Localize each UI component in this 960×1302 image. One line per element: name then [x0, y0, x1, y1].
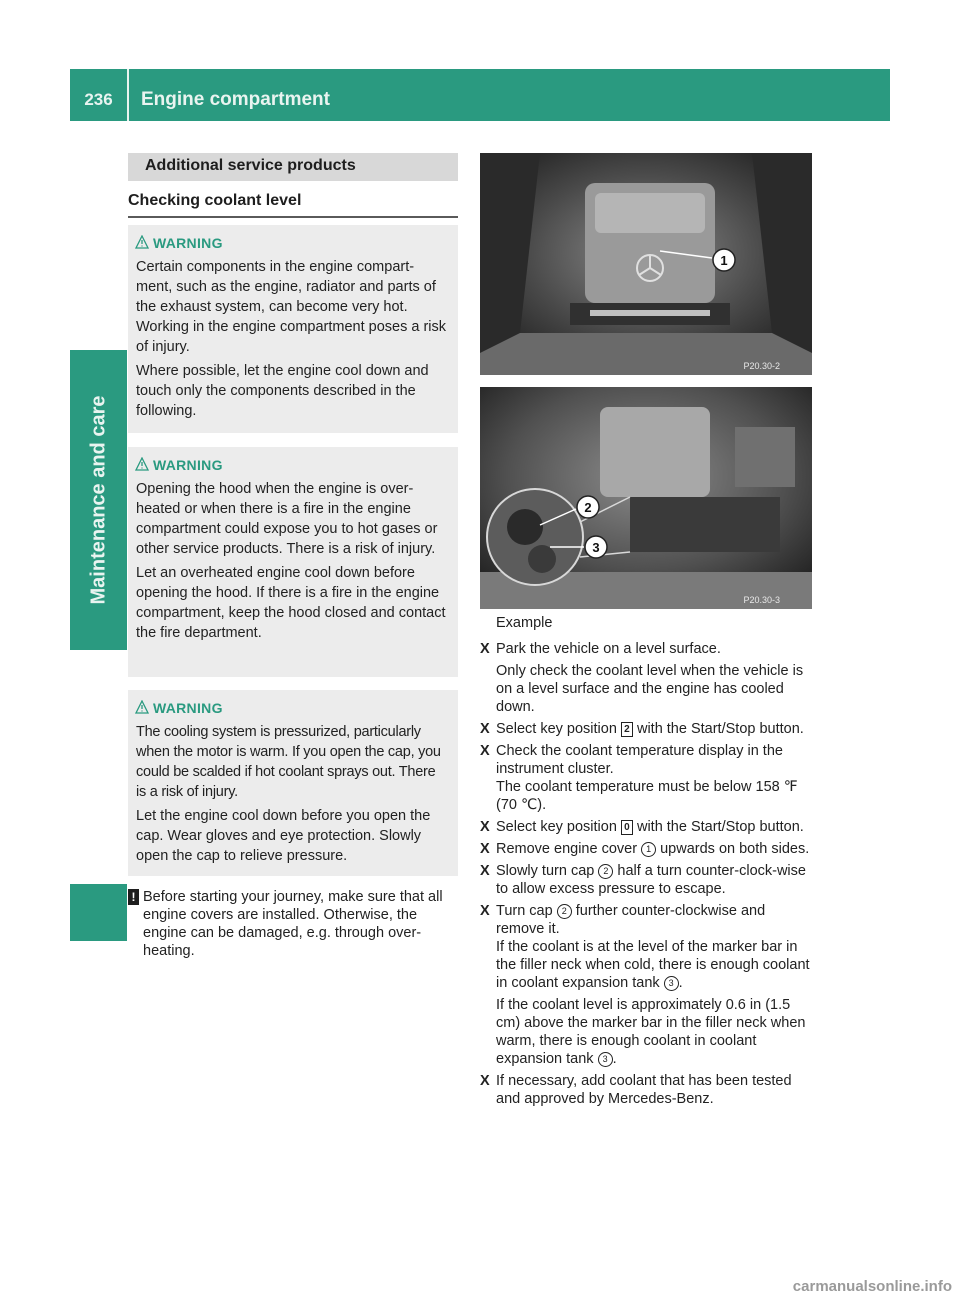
callout-ref-icon: 3	[664, 976, 679, 991]
instruction-step	[480, 742, 814, 814]
callout-ref-icon: 2	[557, 904, 572, 919]
step-text: Park the vehicle on a level surface.	[496, 641, 721, 657]
warning-box	[128, 225, 458, 433]
chapter-tab-label: Maintenance and care	[87, 395, 110, 605]
engine-photo-coolant-tank	[480, 387, 812, 609]
instruction-step	[480, 818, 814, 836]
warning-text: Let the engine cool down before you open the cap. Wear gloves and eye protection. Slowly open the cap to relieve pressure.	[136, 808, 431, 864]
warning-triangle-icon	[135, 700, 149, 714]
svg-text:P20.30-3: P20.30-3	[743, 595, 780, 605]
warning-title	[136, 233, 449, 253]
warning-title-text: WARNING	[153, 457, 223, 473]
step-note: The coolant temperature must be below 158 ℉ (70 ℃).	[496, 779, 798, 813]
notice-block	[128, 888, 460, 960]
instruction-step	[480, 1072, 814, 1108]
warning-title	[136, 455, 449, 475]
step-text: Check the coolant temperature display in the instrument cluster.	[496, 743, 783, 777]
svg-text:3: 3	[592, 540, 600, 555]
section-heading-text: Additional service products	[145, 157, 356, 174]
svg-text:2: 2	[584, 500, 592, 515]
step-arrow-icon: X	[480, 863, 490, 879]
warning-triangle-icon	[135, 235, 149, 249]
step-arrow-icon: X	[480, 1073, 490, 1089]
engine-photo-cover	[480, 153, 812, 375]
instruction-step	[480, 862, 814, 898]
instruction-step	[480, 640, 814, 716]
page-number: 236	[84, 90, 113, 109]
step-arrow-icon: X	[480, 743, 490, 759]
instruction-step	[480, 840, 814, 858]
chapter-marker	[70, 884, 127, 941]
instruction-step	[480, 902, 814, 1068]
step-arrow-icon: X	[480, 819, 490, 835]
step-arrow-icon: X	[480, 721, 490, 737]
step-note: If the coolant is at the level of the marker bar in the filler neck when cold, there is enough coolant in coolant expansion tank 3 .	[496, 939, 810, 991]
callout-ref-icon: 1	[641, 842, 656, 857]
subsection-heading: Checking coolant level	[128, 192, 302, 209]
warning-triangle-icon	[135, 457, 149, 471]
notice-text: Before starting your journey, make sure that all engine covers are installed. Otherwise, the engine can be damaged, e.g. through over-heating.	[143, 889, 443, 959]
header-divider	[127, 69, 129, 121]
warning-title	[136, 698, 449, 718]
page-title: Engine compartment	[141, 89, 330, 110]
instruction-list	[480, 640, 814, 1112]
subsection-rule	[128, 216, 458, 218]
section-heading	[128, 153, 458, 181]
warning-text: Opening the hood when the engine is over-heated or when there is a fire in the engine compartment could expose you to hot gases or other service products. There is a risk of injury.	[136, 481, 438, 557]
warning-text: Where possible, let the engine cool down and touch only the components described in the following.	[136, 363, 429, 419]
step-text: Select key position 2 with the Start/Stop button.	[496, 721, 804, 737]
warning-text: Certain components in the engine compart-ment, such as the engine, radiator and parts of the exhaust system, can become very hot. Working in the engine compartment poses a risk of injury.	[136, 259, 447, 355]
key-position-icon: 0	[621, 820, 633, 835]
image-caption: Example	[496, 615, 553, 631]
callout-ref-icon: 3	[598, 1052, 613, 1067]
warning-text: The cooling system is pressurized, particularly when the motor is warm. If you open the cap, you could be scalded if hot coolant sprays out. There is a risk of injury.	[136, 724, 441, 800]
step-arrow-icon: X	[480, 903, 490, 919]
warning-box	[128, 447, 458, 677]
svg-text:1: 1	[720, 253, 728, 268]
warning-title-text: WARNING	[153, 700, 223, 716]
key-position-icon: 2	[621, 722, 633, 737]
step-arrow-icon: X	[480, 841, 490, 857]
step-text: If necessary, add coolant that has been tested and approved by Mercedes-Benz.	[496, 1073, 792, 1107]
step-text: Slowly turn cap 2 half a turn counter-clock-wise to allow excess pressure to escape.	[496, 863, 806, 897]
step-note: If the coolant level is approximately 0.6 in (1.5 cm) above the marker bar in the filler neck when warm, there is enough coolant in coolant expansion tank 3 .	[496, 997, 806, 1067]
step-arrow-icon: X	[480, 641, 490, 657]
step-text: Turn cap 2 further counter-clockwise and remove it.	[496, 903, 766, 937]
step-text: Remove engine cover 1 upwards on both sides.	[496, 841, 810, 857]
callout-ref-icon: 2	[598, 864, 613, 879]
warning-text: Let an overheated engine cool down before opening the hood. If there is a fire in the engine compartment, keep the hood closed and contact the fire department.	[136, 565, 446, 641]
warning-title-text: WARNING	[153, 235, 223, 251]
warning-box	[128, 690, 458, 876]
svg-text:P20.30-2: P20.30-2	[743, 361, 780, 371]
step-text: Select key position 0 with the Start/Stop button.	[496, 819, 804, 835]
step-note: Only check the coolant level when the vehicle is on a level surface and the engine has cooled down.	[496, 663, 804, 715]
exclamation-icon: !	[128, 889, 139, 905]
instruction-step	[480, 720, 814, 738]
watermark: carmanualsonline.info	[792, 1278, 952, 1295]
